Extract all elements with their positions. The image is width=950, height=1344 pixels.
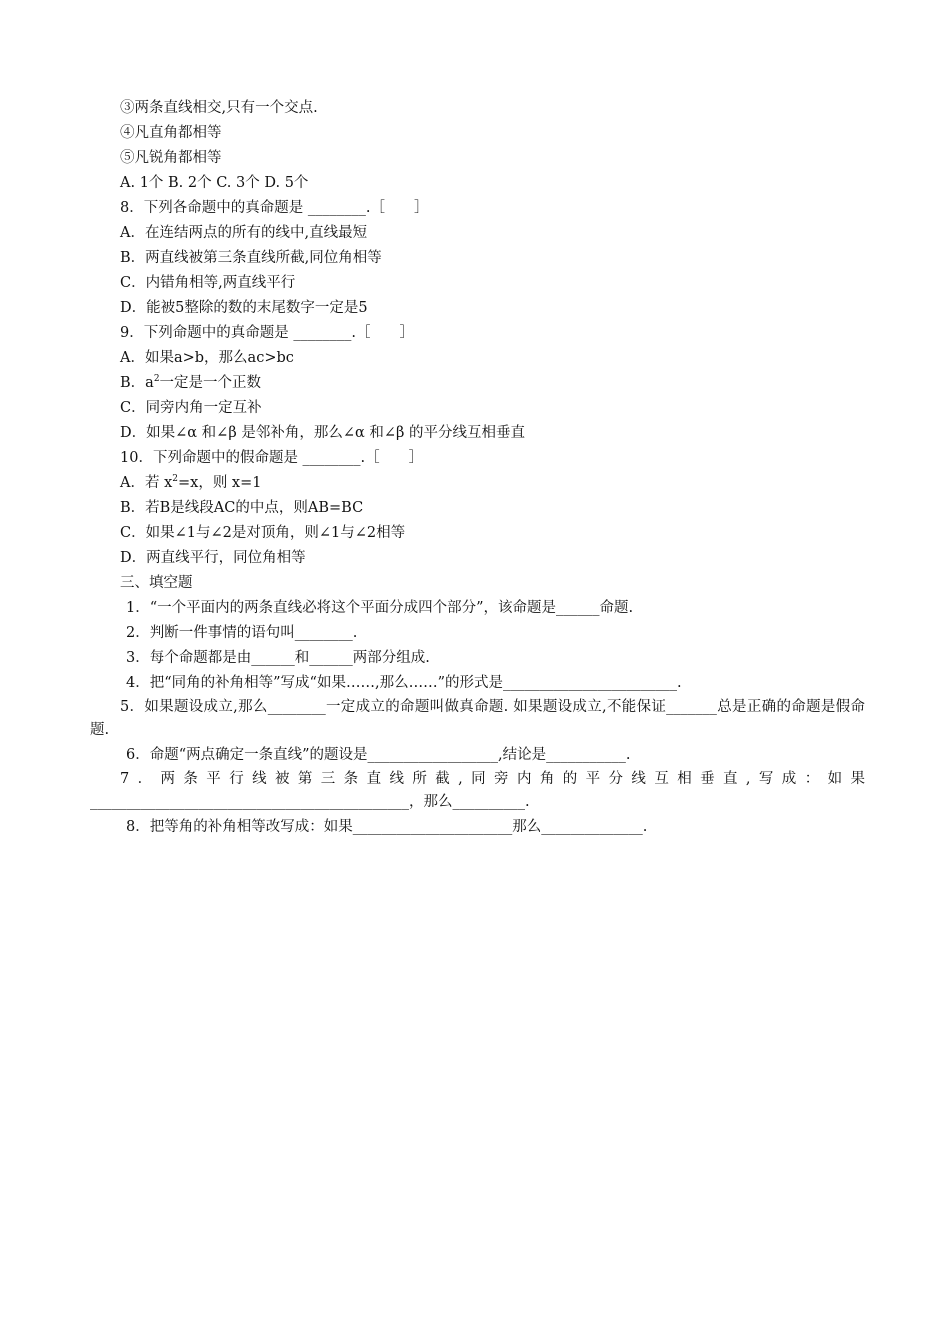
proposition-4: ④凡直角都相等	[120, 125, 222, 141]
q10a-exponent: 2	[172, 474, 178, 484]
q9b-suffix: 一定是一个正数	[159, 375, 262, 391]
q9b-prefix: B．a	[120, 375, 154, 391]
question-10-option-b: B．若B是线段AC的中点，则AB=BC	[120, 500, 364, 516]
question-10-option-a	[90, 471, 865, 496]
fill-in-5: 5．如果题设成立,那么________一定成立的命题叫做真命题. 如果题设成立,不能保证_______总是正确的命题是假命题.	[90, 699, 865, 738]
fill-in-8: 8．把等角的补角相等改写成：如果______________________那么______________.	[126, 819, 648, 835]
question-9-option-c: C．同旁内角一定互补	[120, 400, 262, 416]
q10a-prefix: A．若 x	[120, 475, 173, 491]
question-9-option-b	[90, 371, 865, 396]
q10a-suffix: =x，则 x=1	[178, 475, 262, 491]
question-8-option-c: C．内错角相等,两直线平行	[120, 275, 296, 291]
proposition-3: ③两条直线相交,只有一个交点.	[120, 100, 318, 116]
fill-in-7: 7．两条平行线被第三条直线所截,同旁内角的平分线互相垂直,写成：如果____________________________________________，那么__________.	[90, 771, 865, 810]
question-10: 10．下列命题中的假命题是 ________.［ ］	[120, 450, 424, 466]
question-8: 8．下列各命题中的真命题是 ________.［ ］	[120, 200, 429, 216]
question-9-option-d: D．如果∠α 和∠β 是邻补角，那么∠α 和∠β 的平分线互相垂直	[120, 425, 526, 441]
question-7-options: A. 1个 B. 2个 C. 3个 D. 5个	[120, 175, 309, 191]
fill-in-1: 1．“一个平面内的两条直线必将这个平面分成四个部分”，该命题是______命题.	[126, 600, 634, 616]
question-9: 9．下列命题中的真命题是 ________.［ ］	[120, 325, 414, 341]
fill-in-4: 4．把“同角的补角相等”写成“如果……,那么……”的形式是________________________.	[126, 675, 682, 691]
worksheet-page	[90, 96, 865, 840]
question-10-option-d: D．两直线平行，同位角相等	[120, 550, 306, 566]
question-8-option-b: B．两直线被第三条直线所截,同位角相等	[120, 250, 382, 266]
fill-in-6: 6．命题“两点确定一条直线”的题设是__________________,结论是___________.	[126, 747, 631, 763]
question-9-option-a: A．如果a>b，那么ac>bc	[120, 350, 294, 366]
question-10-option-c: C．如果∠1与∠2是对顶角，则∠1与∠2相等	[120, 525, 406, 541]
question-8-option-a: A．在连结两点的所有的线中,直线最短	[120, 225, 368, 241]
question-8-option-d: D．能被5整除的数的末尾数字一定是5	[120, 300, 368, 316]
section-title-fill-in: 三、填空题	[120, 575, 193, 591]
proposition-5: ⑤凡锐角都相等	[120, 150, 222, 166]
fill-in-3: 3．每个命题都是由______和______两部分组成.	[126, 650, 430, 666]
q9b-exponent: 2	[153, 374, 160, 384]
fill-in-2: 2．判断一件事情的语句叫________.	[126, 625, 358, 641]
